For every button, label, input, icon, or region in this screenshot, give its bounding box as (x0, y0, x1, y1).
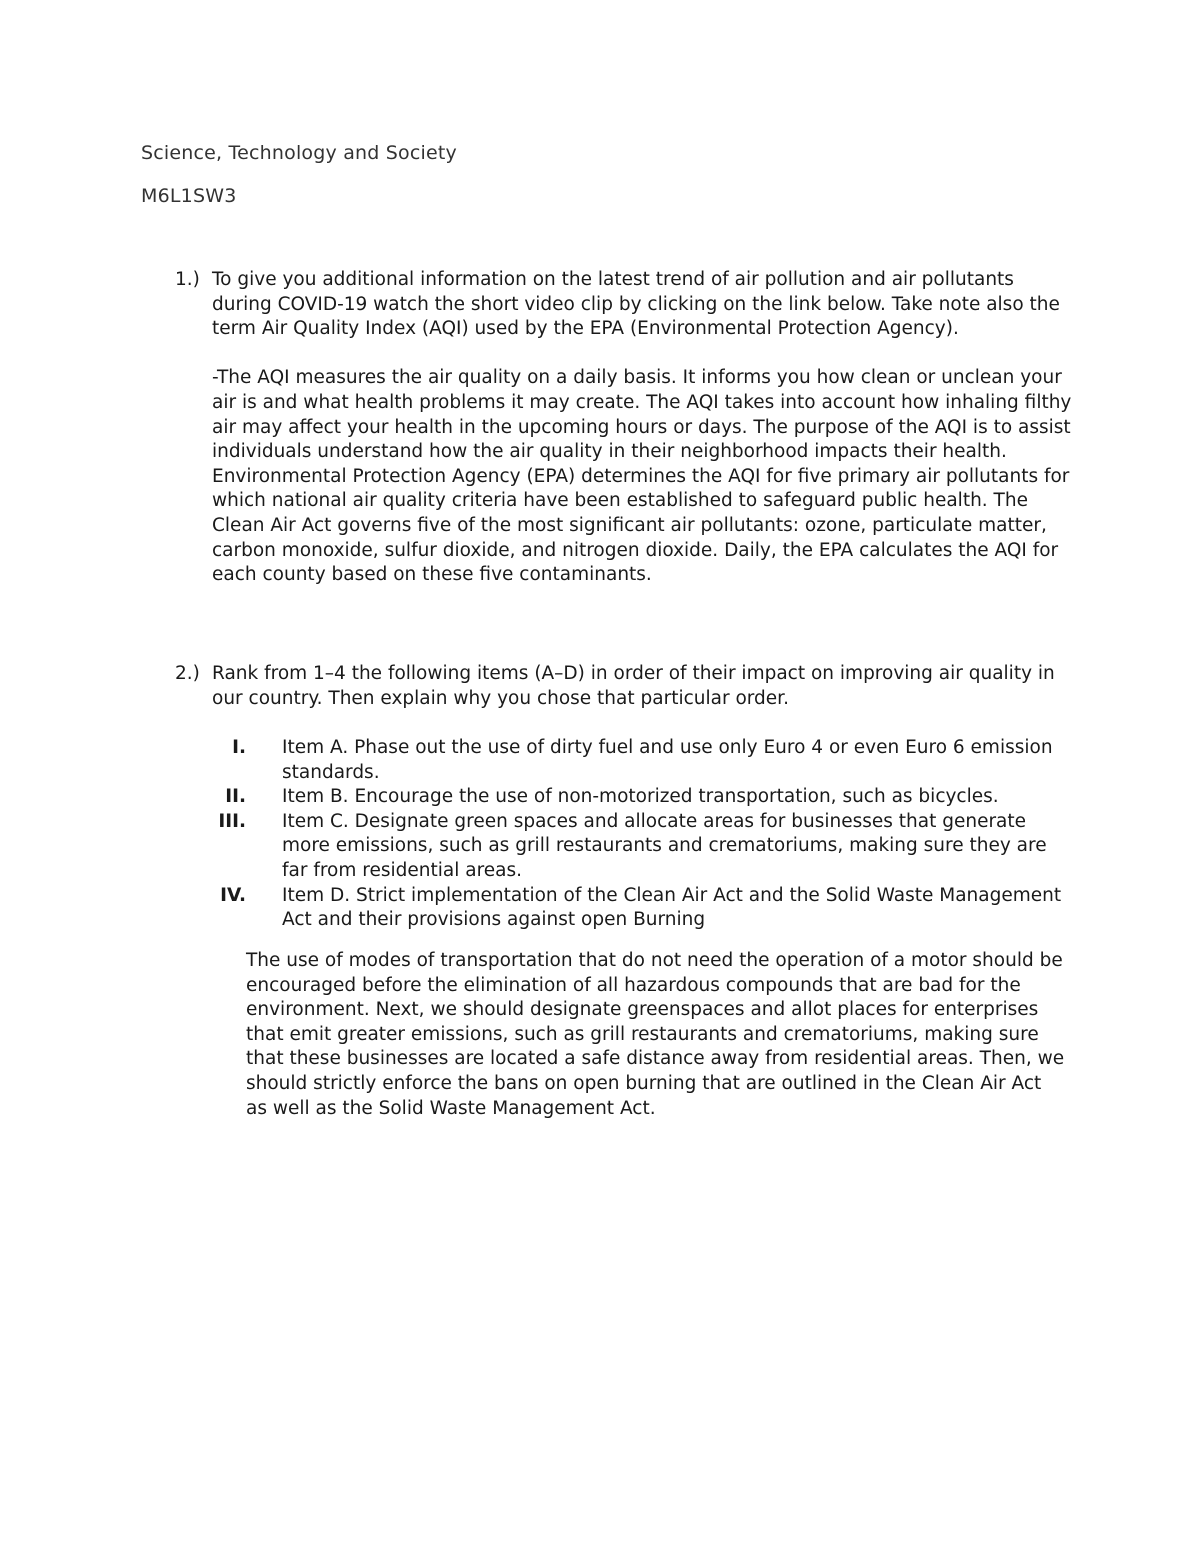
question-1-prompt: To give you additional information on the latest trend of air pollution and air pollutants during COVID-19 watch the short video clip by clicking on the link below. Take note also the term Air Quality Index (AQI) used by the EPA (Environmental Protection Agency). (212, 269, 1060, 340)
course-title: Science, Technology and Society (141, 142, 457, 164)
question-2-body (212, 662, 1072, 711)
question-2-prompt: Rank from 1–4 the following items (A–D) in order of their impact on improving air quality in our country. Then explain why you chose that particular order. (212, 663, 1055, 709)
list-item (200, 736, 1080, 785)
list-item (200, 884, 1080, 933)
list-item-text: Item B. Encourage the use of non-motorized transportation, such as bicycles. (282, 786, 999, 808)
list-item (200, 785, 1080, 810)
question-1-body (212, 268, 1072, 588)
list-item (200, 810, 1080, 884)
ranking-item-list (200, 736, 1080, 933)
list-item-text: Item A. Phase out the use of dirty fuel and use only Euro 4 or even Euro 6 emission standards. (282, 737, 1053, 783)
assignment-code: M6L1SW3 (141, 185, 237, 207)
list-numeral: I. (232, 737, 246, 758)
question-2-number: 2.) (175, 663, 200, 684)
answer-paragraph: The use of modes of transportation that do not need the operation of a motor should be encouraged before the elimination of all hazardous compounds that are bad for the environment. Next, we should designate greenspaces and allot places for enterprises that emit greater emissions, such as grill restaurants and crematoriums, making sure that these businesses are located a safe distance away from residential areas. Then, we should strictly enforce the bans on open burning that are outlined in the Clean Air Act as well as the Solid Waste Management Act. (246, 950, 1065, 1119)
list-numeral: II. (225, 786, 246, 808)
list-item-text: Item D. Strict implementation of the Clean Air Act and the Solid Waste Management Act and their provisions against open Burning (282, 884, 1062, 931)
list-item-text: Item C. Designate green spaces and allocate areas for businesses that generate more emissions, such as grill restaurants and crematoriums, making sure they are far from residential areas. (282, 810, 1047, 881)
question-1-number: 1.) (175, 269, 200, 290)
list-numeral: IV. (220, 884, 246, 906)
question-1-explanation: -The AQI measures the air quality on a daily basis. It informs you how clean or unclean your air is and what health problems it may create. The AQI takes into account how inhaling filthy air may affect your health in the upcoming hours or days. The purpose of the AQI is to assist individuals understand how the air quality in their neighborhood impacts their health. Environmental Protection Agency (EPA) determines the AQI for five primary air pollutants for which national air quality criteria have been established to safeguard public health. The Clean Air Act governs five of the most significant air pollutants: ozone, particulate matter, carbon monoxide, sulfur dioxide, and nitrogen dioxide. Daily, the EPA calculates the AQI for each county based on these five contaminants. (212, 367, 1072, 586)
list-numeral: III. (218, 810, 246, 832)
